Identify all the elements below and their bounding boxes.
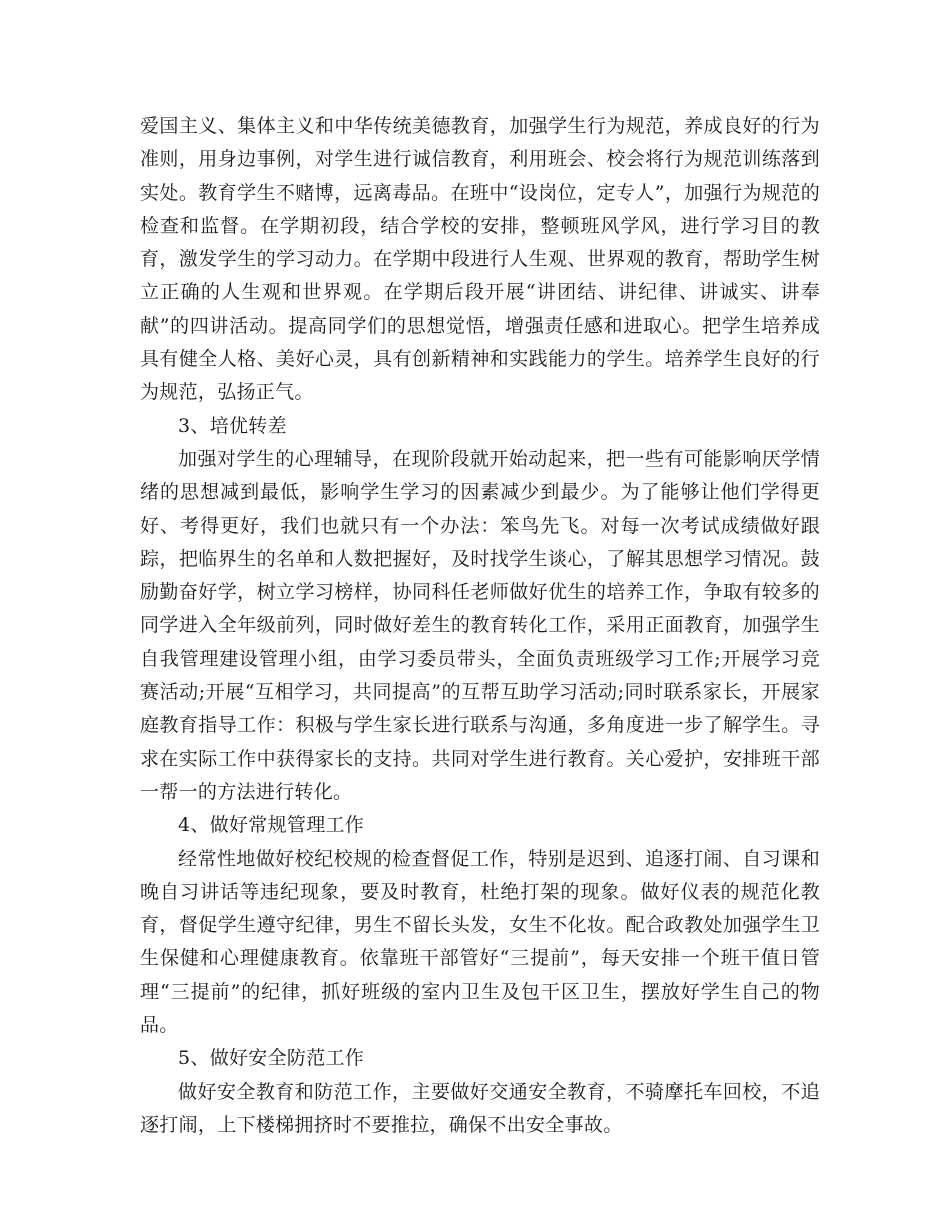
section-heading-4: 4、做好常规管理工作 [178, 814, 365, 837]
section-heading-3: 3、培优转差 [178, 414, 287, 437]
paragraph-moral-education: 爱国主义、集体主义和中华传统美德教育，加强学生行为规范，养成良好的行为准则，用身边事例，对学生进行诚信教育，利用班会、校会将行为规范训练落到实处。教育学生不赌博，远离毒品。在班中“设岗位，定专人”，加强行为规范的检查和监督。在学期初段，结合学校的安排，整顿班风学风，进行学习目的教育，激发学生的学习动力。在学期中段进行人生观、世界观的教育，帮助学生树立正确的人生观和世界观。在学期后段开展“讲团结、讲纪律、讲诚实、讲奉献”的四讲活动。提高同学们的思想觉悟，增强责任感和进取心。把学生培养成具有健全人格、美好心灵，具有创新精神和实践能力的学生。培养学生良好的行为规范，弘扬正气。 [140, 115, 820, 404]
paragraph-safety: 做好安全教育和防范工作，主要做好交通安全教育，不骑摩托车回校，不追逐打闹，上下楼梯拥挤时不要推拉，确保不出安全事故。 [140, 1080, 820, 1136]
document-body [140, 110, 820, 1142]
paragraph-improve-students: 加强对学生的心理辅导，在现阶段就开始动起来，把一些有可能影响厌学情绪的思想减到最低，影响学生学习的因素减少到最少。为了能够让他们学得更好、考得更好，我们也就只有一个办法：笨鸟先飞。对每一次考试成绩做好跟踪，把临界生的名单和人数把握好，及时找学生谈心，了解其思想学习情况。鼓励勤奋好学，树立学习榜样，协同科任老师做好优生的培养工作，争取有较多的同学进入全年级前列，同时做好差生的教育转化工作，采用正面教育，加强学生自我管理建设管理小组，由学习委员带头，全面负责班级学习工作;开展学习竞赛活动;开展“互相学习，共同提高”的互帮互助学习活动;同时联系家长，开展家庭教育指导工作：积极与学生家长进行联系与沟通，多角度进一步了解学生。寻求在实际工作中获得家长的支持。共同对学生进行教育。关心爱护，安排班干部一帮一的方法进行转化。 [140, 447, 820, 803]
paragraph-routine-management: 经常性地做好校纪校规的检查督促工作，特别是迟到、追逐打闹、自习课和晚自习讲话等违纪现象，要及时教育，杜绝打架的现象。做好仪表的规范化教育，督促学生遵守纪律，男生不留长头发，女生不化妆。配合政教处加强学生卫生保健和心理健康教育。依靠班干部管好“三提前”，每天安排一个班干值日管理“三提前”的纪律，抓好班级的室内卫生及包干区卫生，摆放好学生自己的物品。 [140, 847, 820, 1037]
section-heading-5: 5、做好安全防范工作 [178, 1047, 365, 1070]
